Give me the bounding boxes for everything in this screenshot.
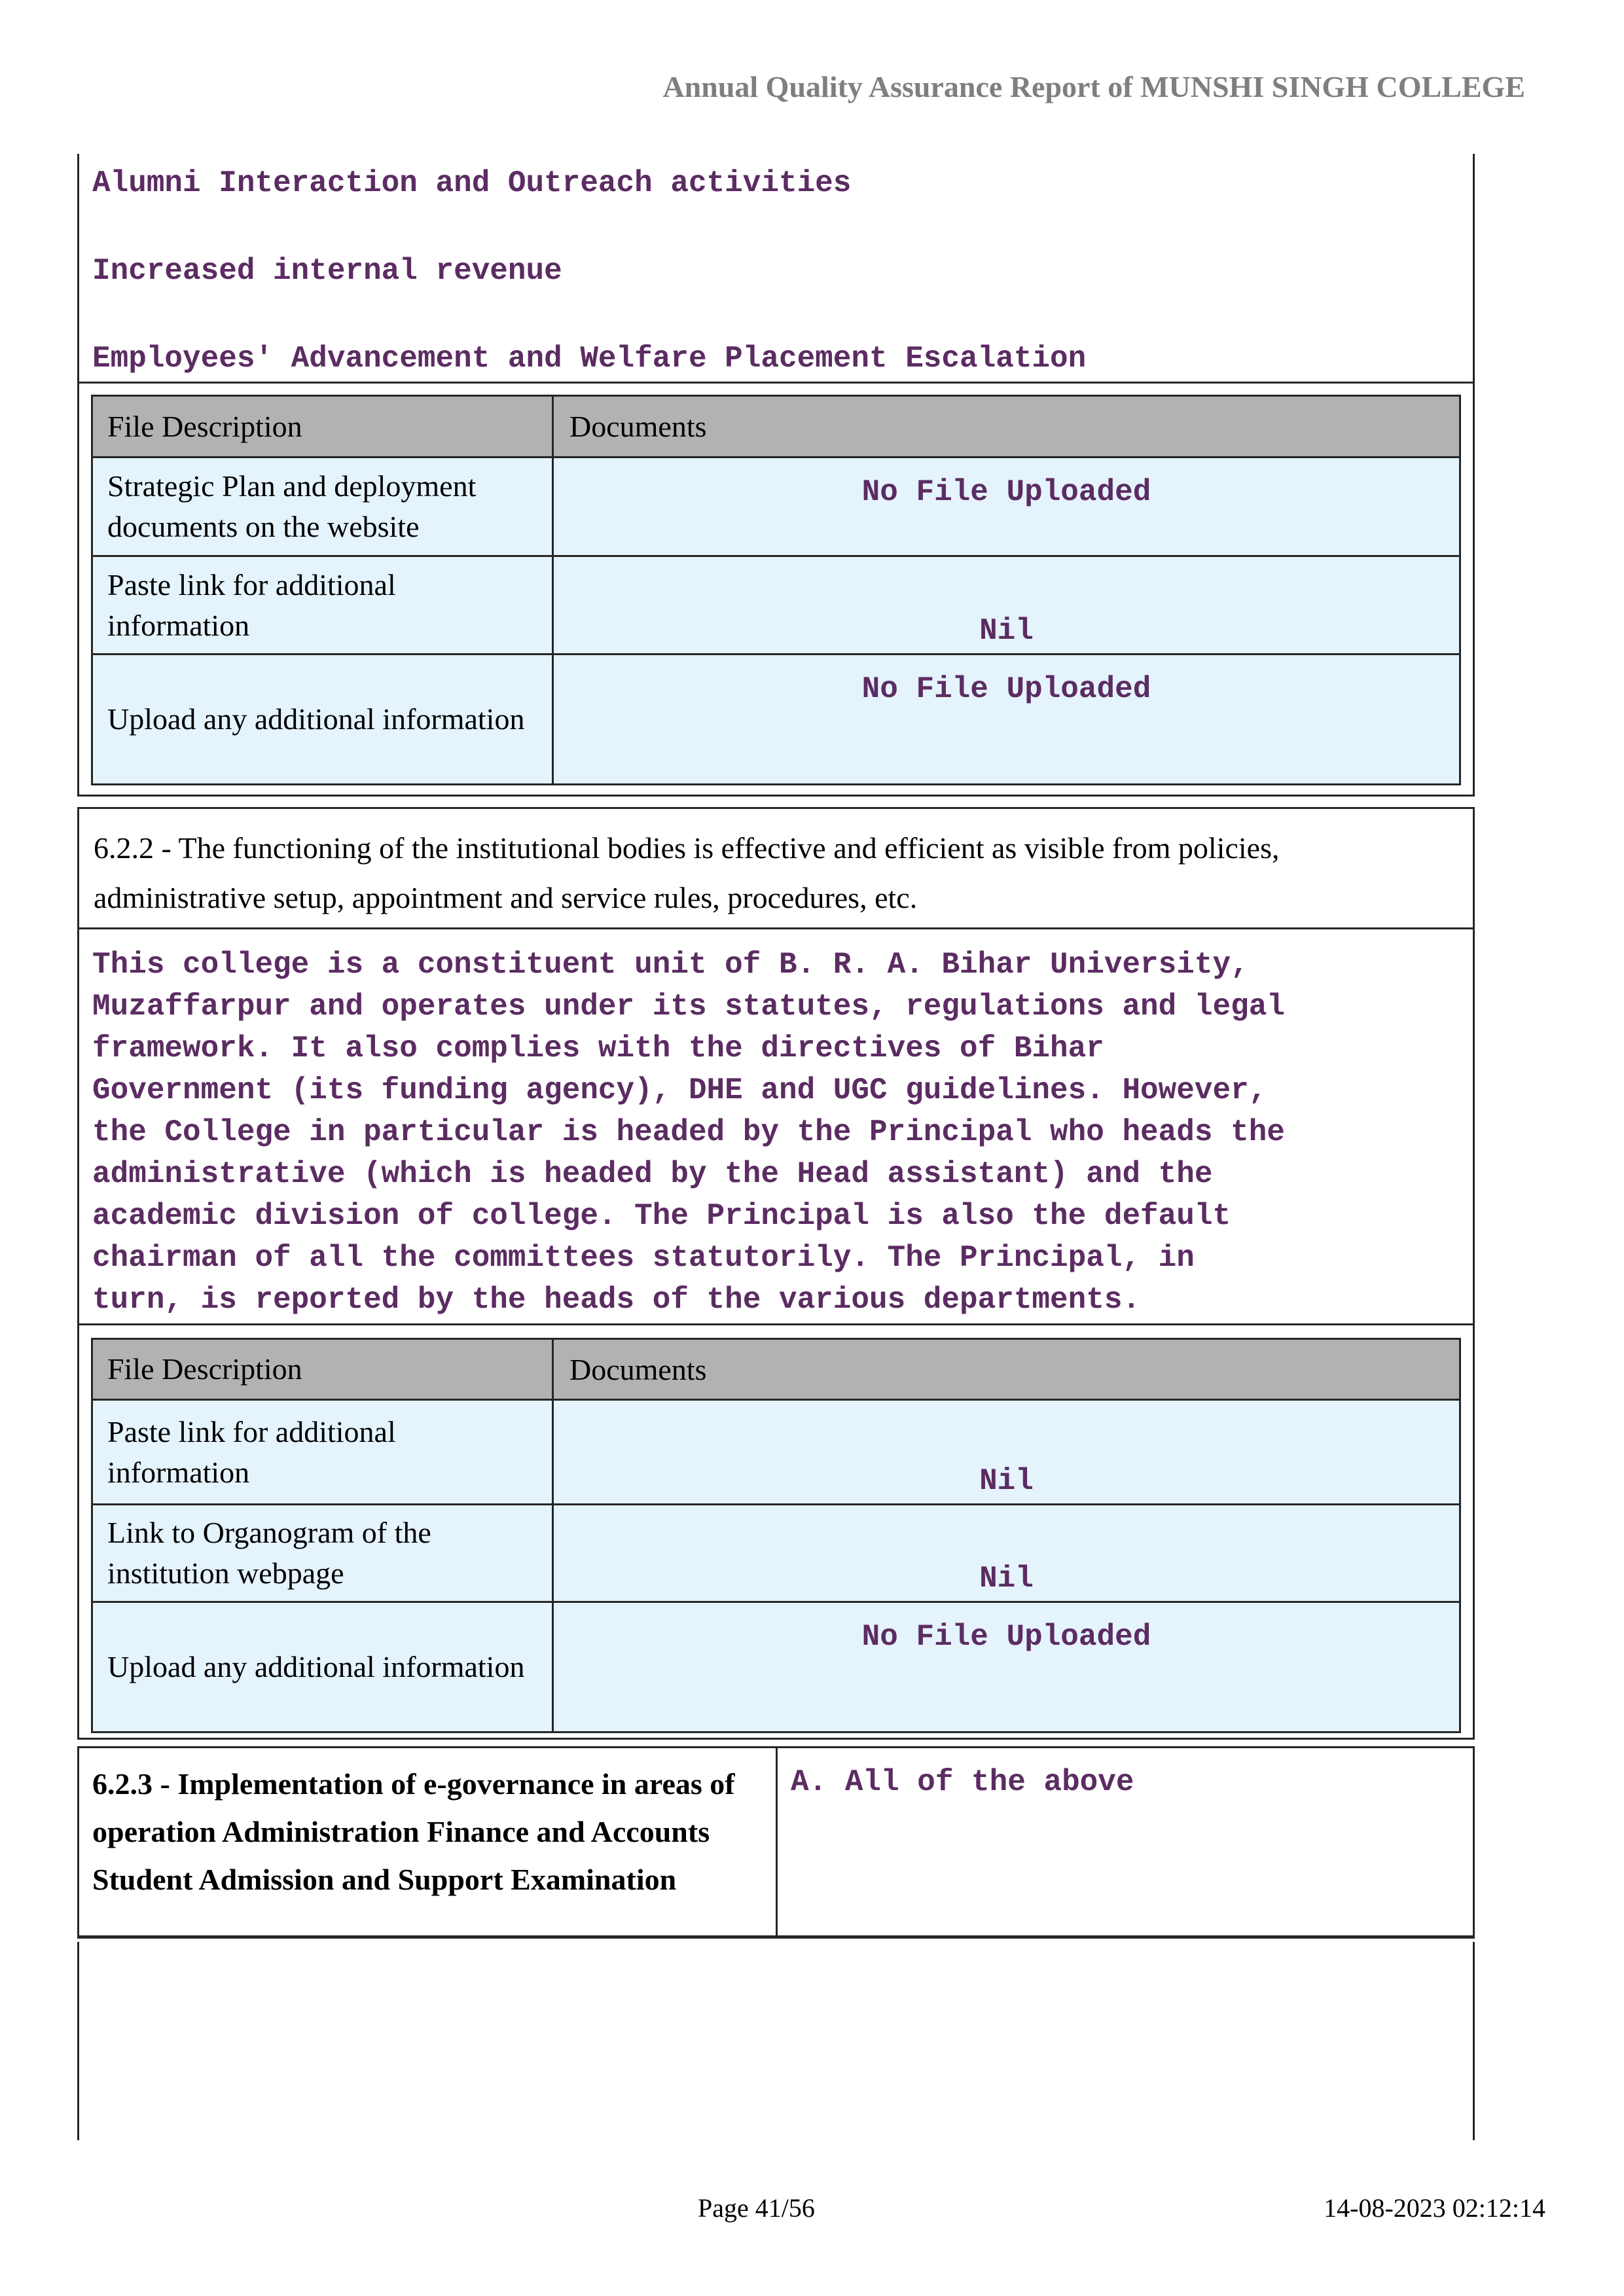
- strategy-statement: Alumni Interaction and Outreach activities: [92, 166, 852, 200]
- document-status-cell: [554, 1505, 1459, 1601]
- strategy-statement: Employees' Advancement and Welfare Placement Escalation: [92, 342, 1087, 376]
- file-description-cell: Strategic Plan and deployment documents on the website: [93, 458, 554, 555]
- section-6-2-2-heading: 6.2.2 - The functioning of the institutional bodies is effective and efficient as visible from policies, administrative setup, appointment and service rules, procedures, etc.: [94, 831, 1280, 914]
- table-header-row: [93, 1340, 1459, 1399]
- document-status-cell: [554, 1603, 1459, 1731]
- response-line: Government (its funding agency), DHE and UGC guidelines. However,: [92, 1073, 1267, 1107]
- table-row: [93, 1399, 1459, 1503]
- document-status: No File Uploaded: [861, 475, 1151, 509]
- footer-timestamp: 14-08-2023 02:12:14: [1324, 2193, 1545, 2223]
- response-line: This college is a constituent unit of B. R. A. Bihar University,: [92, 948, 1249, 982]
- document-status-cell: [554, 557, 1459, 653]
- response-line: administrative (which is headed by the Head assistant) and the: [92, 1157, 1213, 1191]
- table-row: [93, 1503, 1459, 1601]
- section-6-2-2-response-box: [77, 929, 1475, 1325]
- section-6-2-3-answer: A. All of the above: [791, 1765, 1134, 1799]
- document-status: Nil: [979, 614, 1034, 648]
- response-line: the College in particular is headed by the Principal who heads the: [92, 1115, 1285, 1149]
- strategy-statements-box: [77, 154, 1475, 384]
- table-row: [93, 1601, 1459, 1731]
- column-header-documents: Documents: [569, 410, 707, 443]
- section-6-2-2-heading-box: [77, 807, 1475, 929]
- column-header-file-description: File Description: [93, 397, 554, 456]
- file-description-table-2-box: [77, 1325, 1475, 1740]
- document-status: No File Uploaded: [861, 1620, 1151, 1654]
- column-header-file-description: File Description: [93, 1340, 554, 1399]
- response-line: framework. It also complies with the directives of Bihar: [92, 1031, 1104, 1066]
- continuation-empty-box: [77, 1942, 1475, 2140]
- document-status-cell: [554, 655, 1459, 783]
- file-description-table-2: [91, 1338, 1461, 1733]
- footer-page-number: Page 41/56: [698, 2193, 815, 2223]
- response-line: Muzaffarpur and operates under its statutes, regulations and legal: [92, 990, 1285, 1024]
- document-status: No File Uploaded: [861, 672, 1151, 706]
- document-status: Nil: [979, 1562, 1034, 1596]
- file-description-table-1: [91, 395, 1461, 785]
- file-description-cell: Upload any additional information: [93, 1603, 554, 1731]
- file-description-cell: Upload any additional information: [93, 655, 554, 783]
- section-6-2-3-question: 6.2.3 - Implementation of e-governance in areas of operation Administration Finance and Accounts Student Admission and Support Examination: [79, 1748, 778, 1935]
- file-description-cell: Link to Organogram of the institution webpage: [93, 1505, 554, 1601]
- document-status-cell: [554, 1401, 1459, 1503]
- strategy-statement: Increased internal revenue: [92, 254, 562, 288]
- document-status: Nil: [979, 1464, 1034, 1498]
- response-line: turn, is reported by the heads of the various departments.: [92, 1283, 1141, 1317]
- file-description-cell: Paste link for additional information: [93, 557, 554, 653]
- table-row: [93, 456, 1459, 555]
- file-description-table-1-box: [77, 384, 1475, 797]
- response-line: chairman of all the committees statutorily. The Principal, in: [92, 1241, 1195, 1275]
- file-description-cell: Paste link for additional information: [93, 1401, 554, 1503]
- table-row: [93, 653, 1459, 783]
- document-status-cell: [554, 458, 1459, 555]
- response-line: academic division of college. The Principal is also the default: [92, 1199, 1231, 1233]
- section-6-2-3-box: [77, 1746, 1475, 1939]
- table-header-row: [93, 397, 1459, 456]
- report-header-title: Annual Quality Assurance Report of MUNSHI SINGH COLLEGE: [662, 70, 1525, 103]
- section-6-2-3-answer-cell: [778, 1748, 1473, 1935]
- table-row: [93, 555, 1459, 653]
- column-header-documents: Documents: [569, 1352, 707, 1386]
